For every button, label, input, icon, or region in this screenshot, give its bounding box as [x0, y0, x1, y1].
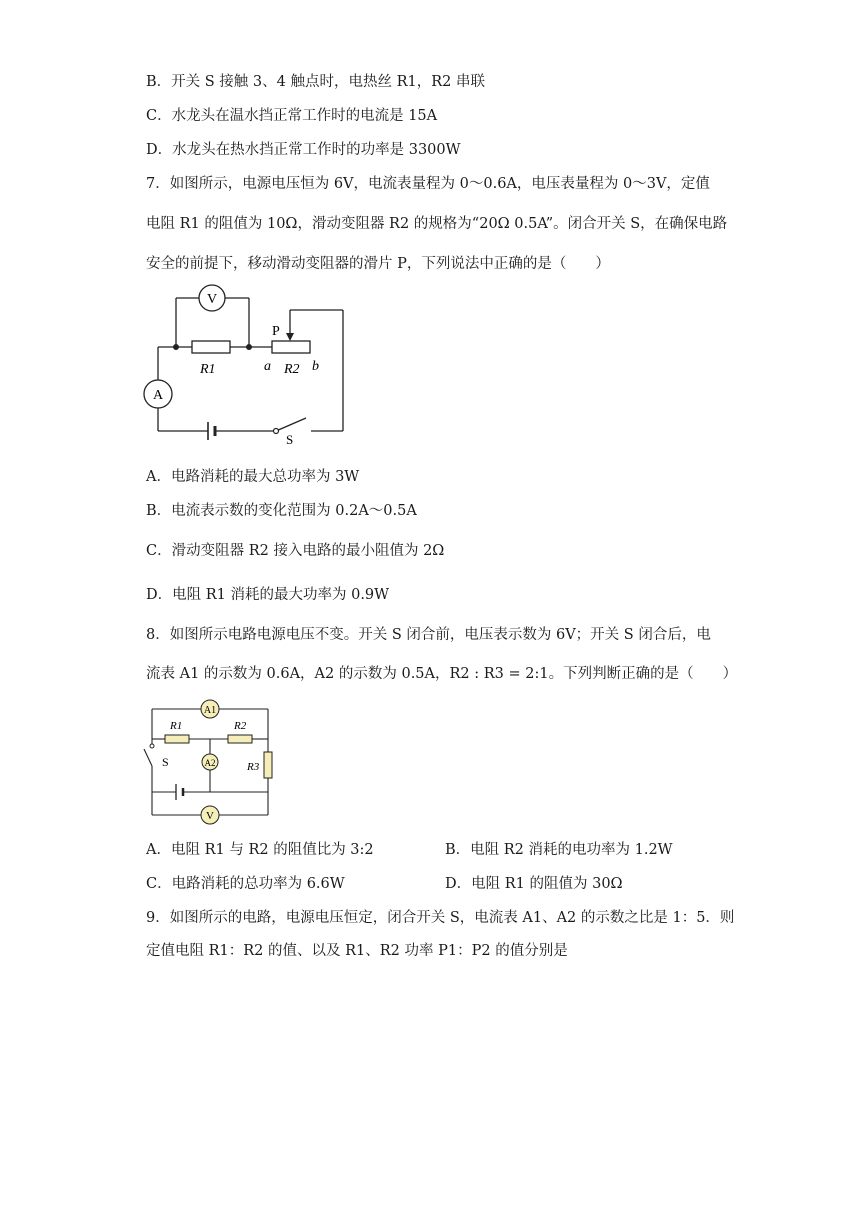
q8-voltmeter-label: V — [206, 810, 214, 822]
q7-r1-label: R1 — [200, 362, 216, 377]
q7-switch-label: S — [286, 432, 294, 446]
q8-r2-label: R2 — [234, 720, 247, 732]
q8-circuit-diagram — [140, 694, 280, 828]
q7-stem-line2: 电阻 R1 的阻值为 10Ω，滑动变阻器 R2 的规格为“20Ω 0.5A”。闭合开关 S，在确保电路 — [146, 216, 728, 232]
q8-r1-label: R1 — [170, 720, 183, 732]
q6-option-b: B．开关 S 接触 3、4 触点时，电热丝 R1，R2 串联 — [146, 74, 485, 90]
q8-switch-label: S — [162, 755, 169, 769]
q7-option-c: C．滑动变阻器 R2 接入电路的最小阻值为 2Ω — [146, 543, 445, 559]
q7-option-d: D．电阻 R1 消耗的最大功率为 0.9W — [146, 587, 390, 603]
q7-slider-label: P — [272, 324, 280, 339]
q7-b-label: b — [312, 359, 319, 374]
q7-r2-label: R2 — [284, 362, 300, 377]
q8-option-d: D．电阻 R1 的阻值为 30Ω — [445, 876, 623, 892]
q8-a2-label: A2 — [204, 758, 216, 768]
q8-option-a: A．电阻 R1 与 R2 的阻值比为 3:2 — [146, 842, 374, 858]
q9-stem-line1: 9．如图所示的电路，电源电压恒定，闭合开关 S，电流表 A1、A2 的示数之比是 1：5．则 — [146, 910, 735, 926]
q7-ammeter-label: A — [152, 388, 164, 403]
q8-r3-label: R3 — [247, 761, 260, 773]
q6-option-d: D．水龙头在热水挡正常工作时的功率是 3300W — [146, 142, 461, 158]
q8-stem-line2: 流表 A1 的示数为 0.6A，A2 的示数为 0.5A，R2 : R3 = 2:1。下列判断正确的是（ ） — [146, 666, 738, 682]
q7-option-a: A．电路消耗的最大总功率为 3W — [146, 469, 360, 485]
q8-option-b: B．电阻 R2 消耗的电功率为 1.2W — [445, 842, 673, 858]
q8-stem-line1: 8．如图所示电路电源电压不变。开关 S 闭合前，电压表示数为 6V；开关 S 闭合后，电 — [146, 627, 711, 643]
q7-stem-line3: 安全的前提下，移动滑动变阻器的滑片 P，下列说法中正确的是（ ） — [146, 256, 610, 272]
q7-option-b: B．电流表示数的变化范围为 0.2A～0.5A — [146, 503, 417, 519]
q7-circuit-diagram — [136, 278, 356, 446]
q7-a-label: a — [264, 359, 271, 374]
q8-a1-label: A1 — [203, 705, 217, 716]
q8-option-c: C．电路消耗的总功率为 6.6W — [146, 876, 345, 892]
q6-option-c: C．水龙头在温水挡正常工作时的电流是 15A — [146, 108, 438, 124]
q7-voltmeter-label: V — [206, 292, 218, 307]
q9-stem-line2: 定值电阻 R1：R2 的值、以及 R1、R2 功率 P1：P2 的值分别是 — [146, 943, 568, 959]
q7-stem-line1: 7．如图所示，电源电压恒为 6V，电流表量程为 0～0.6A，电压表量程为 0～3V，定值 — [146, 176, 710, 192]
